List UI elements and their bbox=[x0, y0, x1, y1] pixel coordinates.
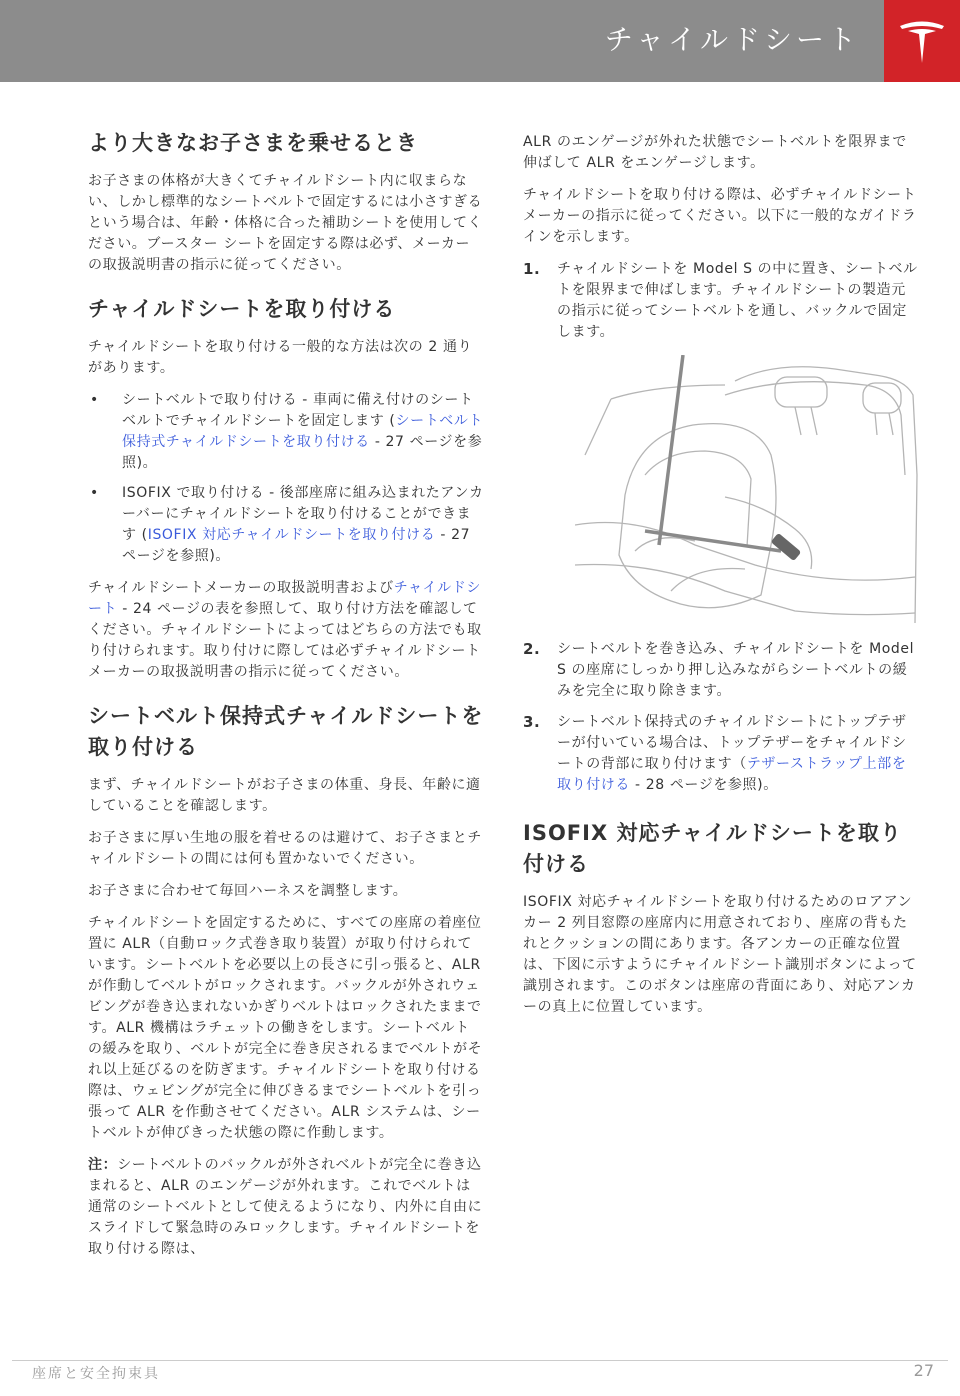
paragraph-text: - 24 ページの表を参照して、取り付け方法を確認してください。チャイルドシートによってはどちらの方法でも取り付けられます。取り付けに際しては必ずチャイルドシートメーカーの取扱説明書の指示に従ってください。 bbox=[88, 601, 482, 680]
paragraph: お子さまの体格が大きくてチャイルドシート内に収まらない、しかし標準的なシートベルトで固定するには小さすぎるという場合は、年齢・体格に合った補助シートを使用してください。ブースター シートを固定する際は必ず、メーカーの取扱説明書の指示に従ってください。 bbox=[88, 173, 483, 273]
paragraph: お子さまに厚い生地の服を着せるのは避けて、お子さまとチャイルドシートの間には何も置かないでください。 bbox=[88, 830, 482, 867]
install-steps-list-continued bbox=[523, 639, 919, 796]
list-item bbox=[88, 483, 484, 567]
paragraph: まず、チャイルドシートがお子さまの体重、身長、年齢に適していることを確認します。 bbox=[88, 777, 481, 814]
tesla-logo-box bbox=[884, 0, 960, 82]
step-number: 2. bbox=[523, 640, 541, 658]
list-item-text: ISOFIX で取り付ける - 後部座席に組み込まれたアンカーバーにチャイルドシートを取り付けることができます ( bbox=[122, 485, 484, 543]
step-text: チャイルドシートを Model S の中に置き、シートベルトを限界まで伸ばします。チャイルドシートの製造元の指示に従ってシートベルトを通し、バックルで固定します。 bbox=[557, 261, 918, 340]
bullet-mark: • bbox=[90, 392, 99, 408]
install-steps-list bbox=[523, 259, 919, 343]
page-header-band bbox=[0, 0, 884, 82]
link-isofix-install[interactable]: ISOFIX 対応チャイルドシートを取り付ける bbox=[147, 527, 436, 543]
bullet-mark: • bbox=[90, 485, 99, 501]
install-methods-list bbox=[88, 390, 484, 567]
paragraph: お子さまに合わせて毎回ハーネスを調整します。 bbox=[88, 883, 408, 899]
list-item-tail: - 27 ページを参照)。 bbox=[122, 434, 483, 471]
list-item-text: シートベルトで取り付ける - 車両に備え付けのシートベルトでチャイルドシートを固定します ( bbox=[122, 392, 474, 429]
step-text: シートベルト保持式のチャイルドシートにトップテザーが付いている場合は、トップテザーをチャイルドシートの背部に取り付けます（ bbox=[557, 714, 907, 772]
paragraph: ISOFIX 対応チャイルドシートを取り付けるためのロアアンカー 2 列目窓際の座席内に用意されており、座席の背もたれとクッションの間にあります。各アンカーの正確な位置は、下図に示すようにチャイルドシート識別ボタンによって識別されます。このボタンは座席の背面にあり、対応アンカーの真上に位置しています。 bbox=[523, 894, 917, 1015]
section-title-larger-child: より大きなお子さまを乗せるとき bbox=[88, 131, 418, 155]
chapter-title: チャイルドシート bbox=[604, 23, 860, 56]
step-item bbox=[523, 712, 919, 796]
list-item-tail: - 27 ページを参照)。 bbox=[122, 527, 471, 564]
paragraph bbox=[88, 578, 484, 683]
link-seatbelt-install[interactable]: シートベルト保持式チャイルドシートを取り付ける bbox=[122, 413, 484, 450]
note-text: シートベルトのバックルが外されベルトが完全に巻き込まれると、ALR のエンゲージが外れます。これでベルトは通常のシートベルトとして使えるようになり、内外に自由にスライドして緊急時のみロックします。チャイルドシートを取り付ける際は、 bbox=[88, 1157, 483, 1257]
section-title-isofix: ISOFIX 対応チャイルドシートを取り付ける bbox=[523, 821, 902, 876]
step-number: 1. bbox=[523, 260, 541, 278]
paragraph: チャイルドシートを取り付ける一般的な方法は次の 2 通りがあります。 bbox=[88, 339, 473, 376]
paragraph: チャイルドシートを取り付ける際は、必ずチャイルドシートメーカーの指示に従ってください。以下に一般的なガイドラインを示します。 bbox=[523, 187, 917, 245]
list-item bbox=[88, 390, 484, 474]
step-number: 3. bbox=[523, 713, 541, 731]
section-title-seatbelt-seat: シートベルト保持式チャイルドシートを取り付ける bbox=[88, 704, 484, 759]
paragraph-text: チャイルドシートメーカーの取扱説明書および bbox=[88, 580, 394, 596]
child-seat-illustration bbox=[575, 355, 921, 623]
section-title-install-child-seat: チャイルドシートを取り付ける bbox=[88, 297, 396, 321]
left-column bbox=[88, 128, 484, 1271]
link-top-tether[interactable]: テザーストラップ上部を取り付ける bbox=[557, 756, 907, 793]
step-text: シートベルトを巻き込み、チャイルドシートを Model S の座席にしっかり押し込みながらシートベルトの緩みを完全に取り除きます。 bbox=[557, 641, 915, 699]
tesla-logo-icon bbox=[884, 0, 960, 82]
right-column bbox=[523, 132, 919, 1029]
paragraph: チャイルドシートを固定するために、すべての座席の着座位置に ALR（自動ロック式巻き取り装置）が取り付けられています。シートベルトを必要以上の長さに引っ張ると、ALR が作動してベルトがロックされます。バックルが外されウェビングが巻き込まれないかぎりベルトはロックされたままです。ALR 機構はラチェットの働きをします。シートベルトの緩みを取り、ベルトが完全に巻き戻されるまでベルトがそれ以上延びるのを防ぎます。チャイルドシートを取り付ける際は、ウェビングが完全に伸びきるまでシートベルトを引っ張って ALR を作動させてください。ALR システムは、シートベルトが伸びきった状態の際に作動します。 bbox=[88, 915, 483, 1141]
footer-section-name: 座席と安全拘束具 bbox=[32, 1366, 160, 1382]
link-child-seat[interactable]: チャイルドシート bbox=[88, 580, 481, 617]
paragraph: ALR のエンゲージが外れた状態でシートベルトを限界まで伸ばして ALR をエンゲージします。 bbox=[523, 134, 907, 171]
footer-divider bbox=[12, 1360, 948, 1361]
step-item bbox=[523, 259, 919, 343]
note-label: 注： bbox=[88, 1157, 118, 1173]
page-number: 27 bbox=[913, 1361, 934, 1380]
step-item bbox=[523, 639, 919, 702]
child-seat-drawing bbox=[575, 355, 921, 623]
note-paragraph bbox=[88, 1155, 484, 1260]
step-tail: - 28 ページを参照)。 bbox=[630, 777, 778, 793]
